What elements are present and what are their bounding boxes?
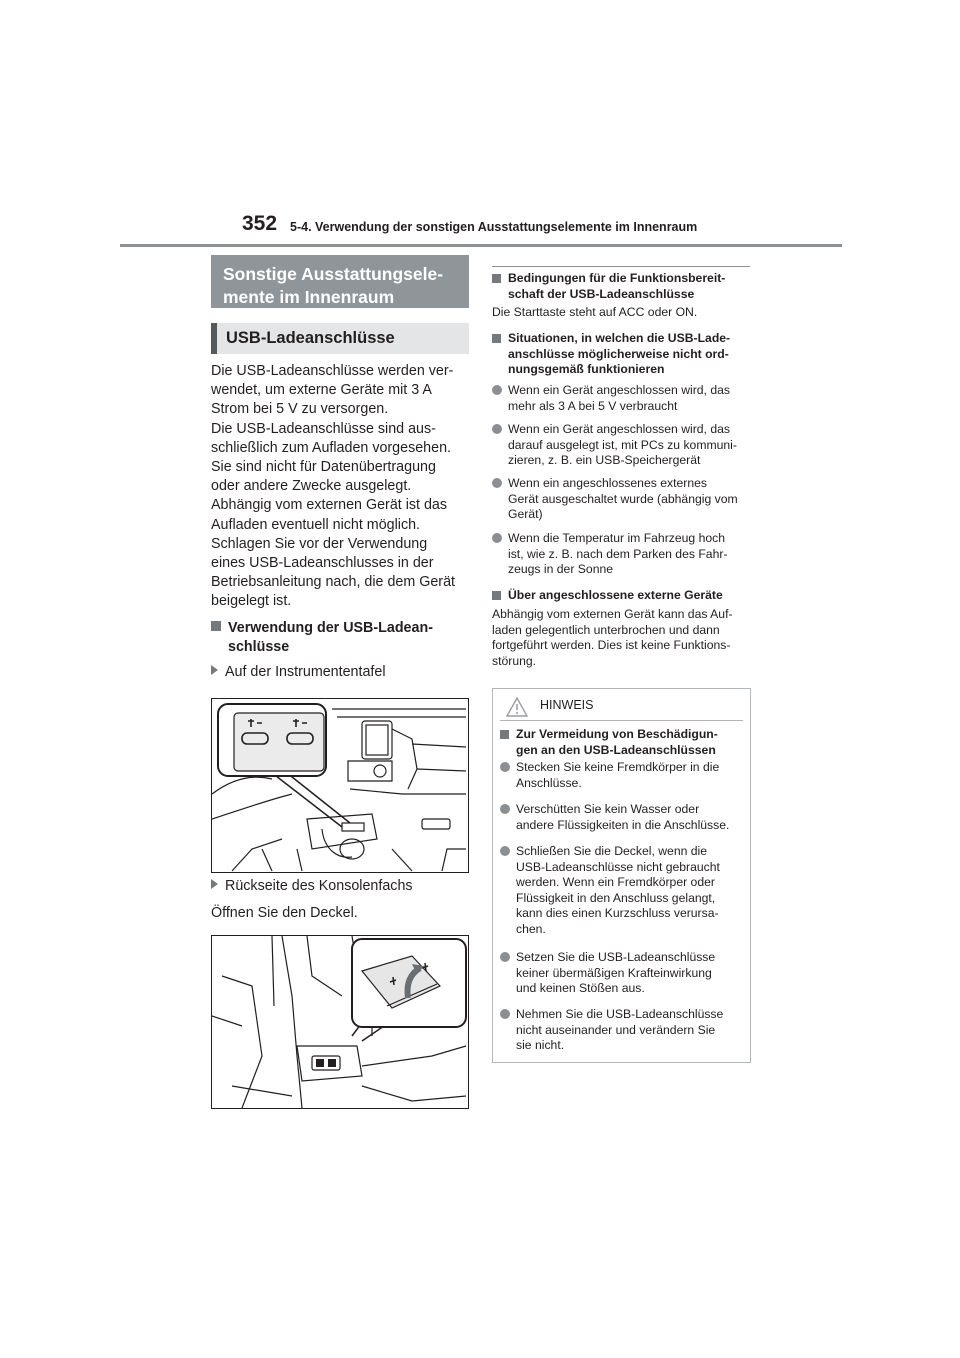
intro-line: Abhängig vom externen Gerät ist das bbox=[211, 497, 448, 514]
external-devices-heading bbox=[492, 588, 750, 604]
conditions-text: Die Starttaste steht auf ACC oder ON. bbox=[492, 305, 698, 319]
warning-triangle-icon bbox=[506, 697, 528, 717]
notice-line: werden. Wenn ein Fremdkörper oder bbox=[516, 875, 715, 889]
console-back-figure bbox=[211, 935, 469, 1109]
notice-line: kann dies einen Kurzschluss verursa- bbox=[516, 906, 719, 920]
square-bullet-icon bbox=[492, 274, 501, 283]
notice-line: nicht auseinander und verändern Sie bbox=[516, 1022, 716, 1037]
square-bullet-icon bbox=[492, 591, 501, 600]
notice-line: Flüssigkeit in den Anschluss gelangt, bbox=[516, 890, 716, 905]
intro-line: beigelegt ist. bbox=[211, 593, 292, 610]
situation-item bbox=[492, 476, 750, 523]
triangle-bullet-icon bbox=[211, 879, 218, 889]
situations-heading-line1: Situationen, in welchen die USB-Lade- bbox=[508, 331, 731, 345]
situation-line: mehr als 3 A bei 5 V verbraucht bbox=[508, 398, 678, 413]
external-devices-heading-text: Über angeschlossene externe Geräte bbox=[508, 588, 723, 602]
subsection-heading bbox=[211, 323, 469, 354]
notice-item bbox=[500, 760, 745, 791]
situations-heading bbox=[492, 331, 750, 378]
notice-item bbox=[500, 1007, 745, 1054]
notice-heading-line2: gen an den USB-Ladeanschlüssen bbox=[516, 742, 716, 757]
situation-line: Gerät ausgeschaltet wurde (abhängig vom bbox=[508, 491, 738, 506]
open-lid-instruction: Öffnen Sie den Deckel. bbox=[211, 905, 358, 921]
situation-line: Wenn ein angeschlossenes externes bbox=[508, 476, 707, 490]
location-instrument-panel bbox=[211, 663, 469, 682]
intro-line: Betriebsanleitung nach, die dem Gerät bbox=[211, 574, 455, 591]
notice-heading-line1: Zur Vermeidung von Beschädigun- bbox=[516, 727, 718, 741]
situation-line: Wenn ein Gerät angeschlossen wird, das bbox=[508, 422, 730, 436]
situation-item bbox=[492, 422, 750, 469]
circle-bullet-icon bbox=[492, 478, 502, 488]
notice-line: USB-Ladeanschlüsse nicht gebraucht bbox=[516, 859, 720, 874]
intro-paragraph bbox=[211, 362, 469, 612]
notice-divider bbox=[500, 720, 743, 721]
notice-line: Verschütten Sie kein Wasser oder bbox=[516, 802, 700, 816]
usage-heading-line1: Verwendung der USB-Ladean- bbox=[228, 620, 433, 636]
notice-heading bbox=[500, 727, 745, 758]
notice-line: Nehmen Sie die USB-Ladeanschlüsse bbox=[516, 1007, 724, 1021]
location-instrument-panel-text: Auf der Instrumententafel bbox=[225, 664, 386, 680]
circle-bullet-icon bbox=[500, 762, 510, 772]
intro-line: Schlagen Sie vor der Verwendung bbox=[211, 535, 428, 552]
intro-line: wendet, um externe Geräte mit 3 A bbox=[211, 382, 432, 399]
conditions-heading-line1: Bedingungen für die Funktionsbereit- bbox=[508, 271, 726, 285]
situation-line: Wenn die Temperatur im Fahrzeug hoch bbox=[508, 531, 726, 545]
situation-line: ist, wie z. B. nach dem Parken des Fahr- bbox=[508, 546, 728, 561]
situation-line: Wenn ein Gerät angeschlossen wird, das bbox=[508, 383, 730, 397]
conditions-heading bbox=[492, 271, 750, 302]
intro-line: schließlich zum Aufladen vorgesehen. bbox=[211, 439, 452, 456]
notice-item bbox=[500, 802, 745, 833]
notice-line: keiner übermäßigen Krafteinwirkung bbox=[516, 965, 712, 980]
notice-line: und keinen Stößen aus. bbox=[516, 981, 645, 995]
location-console-back-text: Rückseite des Konsolenfachs bbox=[225, 878, 413, 894]
situation-line: Gerät) bbox=[508, 507, 543, 521]
external-line: störung. bbox=[492, 653, 537, 668]
situation-item bbox=[492, 531, 750, 578]
situations-heading-line2: anschlüsse möglicherweise nicht ord- bbox=[508, 346, 729, 361]
intro-line: Die USB-Ladeanschlüsse werden ver- bbox=[211, 363, 454, 379]
situations-heading-line3: nungsgemäß funktionieren bbox=[508, 362, 665, 376]
circle-bullet-icon bbox=[492, 424, 502, 434]
external-line: fortgeführt werden. Dies ist keine Funktions- bbox=[492, 638, 731, 652]
circle-bullet-icon bbox=[500, 1009, 510, 1019]
usage-heading bbox=[211, 619, 469, 657]
intro-line: Strom bei 5 V zu versorgen. bbox=[211, 401, 389, 418]
situation-item bbox=[492, 383, 750, 414]
external-line: laden gelegentlich unterbrochen und dann bbox=[492, 622, 720, 637]
intro-line: eines USB-Ladeanschlusses in der bbox=[211, 555, 434, 572]
circle-bullet-icon bbox=[500, 846, 510, 856]
section-heading bbox=[211, 255, 469, 308]
header-divider bbox=[120, 244, 842, 247]
circle-bullet-icon bbox=[500, 804, 510, 814]
circle-bullet-icon bbox=[492, 533, 502, 543]
notice-line: Setzen Sie die USB-Ladeanschlüsse bbox=[516, 950, 716, 964]
chapter-title: 5-4. Verwendung der sonstigen Ausstattungselemente im Innenraum bbox=[290, 220, 698, 234]
situation-line: darauf ausgelegt ist, mit PCs zu kommuni- bbox=[508, 437, 737, 452]
console-back-illustration bbox=[212, 936, 468, 1108]
notice-item bbox=[500, 950, 745, 997]
page-number: 352 bbox=[242, 212, 278, 235]
square-bullet-icon bbox=[492, 334, 501, 343]
notice-line: Anschlüsse. bbox=[516, 775, 582, 790]
notice-line: andere Flüssigkeiten in die Anschlüsse. bbox=[516, 817, 730, 832]
section-heading-line1: Sonstige Ausstattungsele- bbox=[223, 264, 444, 284]
square-bullet-icon bbox=[500, 730, 509, 739]
external-line: Abhängig vom externen Gerät kann das Auf- bbox=[492, 607, 733, 621]
situation-line: zieren, z. B. ein USB-Speichergerät bbox=[508, 453, 701, 467]
situation-line: zeugs in der Sonne bbox=[508, 562, 614, 576]
section-heading-line2: mente im Innenraum bbox=[223, 287, 395, 307]
usage-heading-line2: schlüsse bbox=[228, 639, 290, 656]
conditions-heading-line2: schaft der USB-Ladeanschlüsse bbox=[508, 286, 695, 301]
right-column-rule bbox=[492, 266, 750, 267]
notice-line: Stecken Sie keine Fremdkörper in die bbox=[516, 760, 720, 774]
intro-line: Die USB-Ladeanschlüsse sind aus- bbox=[211, 420, 436, 437]
triangle-bullet-icon bbox=[211, 665, 218, 675]
square-bullet-icon bbox=[211, 621, 221, 631]
notice-line: sie nicht. bbox=[516, 1038, 565, 1052]
notice-line: chen. bbox=[516, 921, 546, 936]
intro-line: Aufladen eventuell nicht möglich. bbox=[211, 516, 421, 533]
circle-bullet-icon bbox=[492, 385, 502, 395]
location-console-back bbox=[211, 877, 469, 896]
instrument-panel-illustration bbox=[212, 699, 468, 872]
intro-line: oder andere Zwecke ausgelegt. bbox=[211, 478, 412, 495]
instrument-panel-figure bbox=[211, 698, 469, 873]
notice-item bbox=[500, 844, 745, 937]
intro-line: Sie sind nicht für Datenübertragung bbox=[211, 459, 436, 476]
circle-bullet-icon bbox=[500, 952, 510, 962]
subsection-heading-text: USB-Ladeanschlüsse bbox=[226, 329, 395, 347]
external-devices-text bbox=[492, 607, 750, 669]
notice-line: Schließen Sie die Deckel, wenn die bbox=[516, 844, 708, 858]
notice-label: HINWEIS bbox=[540, 698, 594, 712]
